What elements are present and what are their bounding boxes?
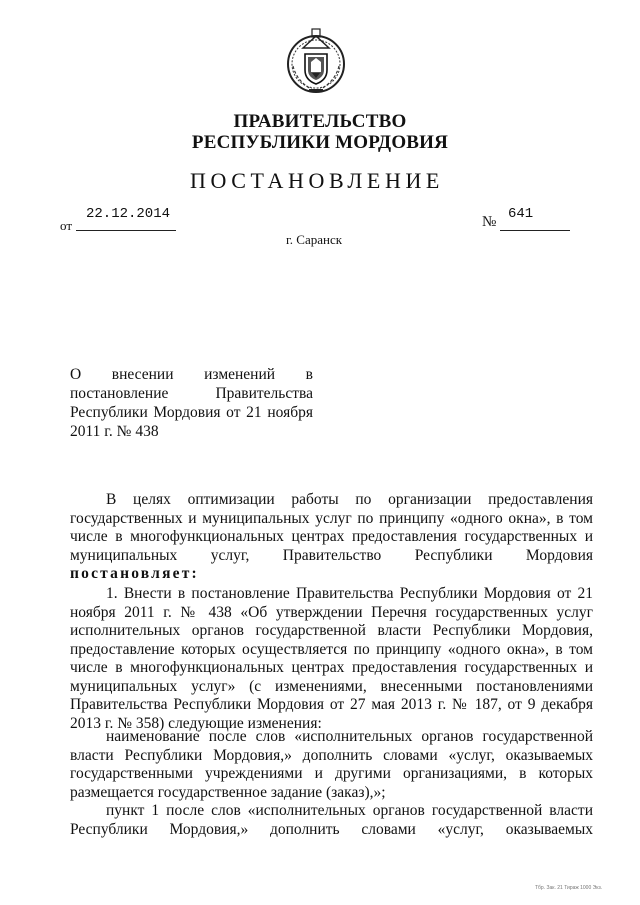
body-paragraph: пункт 1 после слов «исполнительных органов государственной власти Республики Мордовия,» дополнить словами «услуг, оказываемых — [70, 802, 593, 838]
government-title-line1: ПРАВИТЕЛЬСТВО — [233, 111, 407, 132]
number-prefix: № — [482, 214, 497, 230]
coat-of-arms-icon — [283, 26, 349, 96]
preamble-paragraph — [70, 491, 593, 584]
subject-line: Республики Мордовия от 21 ноября — [70, 404, 313, 421]
preamble-text: В целях оптимизации работы по организации предоставления государственных и муниципальных услуг по принципу «одного окна», в том числе в многофункциональных центрах предоставления государственных и муниципальных услуг, Правительство Республики Мордовия — [70, 491, 593, 564]
government-title-line2: РЕСПУБЛИКИ МОРДОВИЯ — [191, 132, 449, 153]
document-date: 22.12.2014 — [86, 206, 171, 222]
subject-line: постановление Правительства — [70, 385, 313, 402]
city-label: г. Саранск — [285, 232, 343, 247]
document-number: 641 — [508, 206, 534, 222]
body-paragraph: наименование после слов «исполнительных органов государственной власти Республики Мордовия,» дополнить словами «услуг, оказываемых государственными учреждениями и другими организациями, в которых размещается государственное задание (заказ),»; — [70, 728, 593, 801]
subject-line: О внесении изменений в — [70, 366, 313, 383]
subject-line: 2011 г. № 438 — [70, 423, 159, 440]
date-prefix: от — [60, 218, 73, 233]
decree-keyword: постановляет: — [70, 565, 199, 582]
date-underline — [76, 230, 176, 231]
print-footer-note: Тбр. Зак. 21 Тираж 1000 Экз. — [535, 885, 603, 891]
document-type-title: ПОСТАНОВЛЕНИЕ — [190, 168, 444, 193]
body-paragraph: 1. Внести в постановление Правительства Республики Мордовия от 21 ноября 2011 г. № 438 «Об утверждении Перечня государственных услуг исполнительных органов государственной власти Республики Мордовия, предоставление которых осуществляется по принципу «одного окна», в том числе в многофункциональных центрах предоставления государственных и муниципальных услуг» (с изменениями, внесенными постановлениями Правительства Республики Мордовия от 27 мая 2013 г. № 187, от 9 декабря 2013 г. № 358) следующие изменения: — [70, 585, 593, 732]
number-underline — [500, 230, 570, 231]
document-subject — [70, 365, 313, 441]
